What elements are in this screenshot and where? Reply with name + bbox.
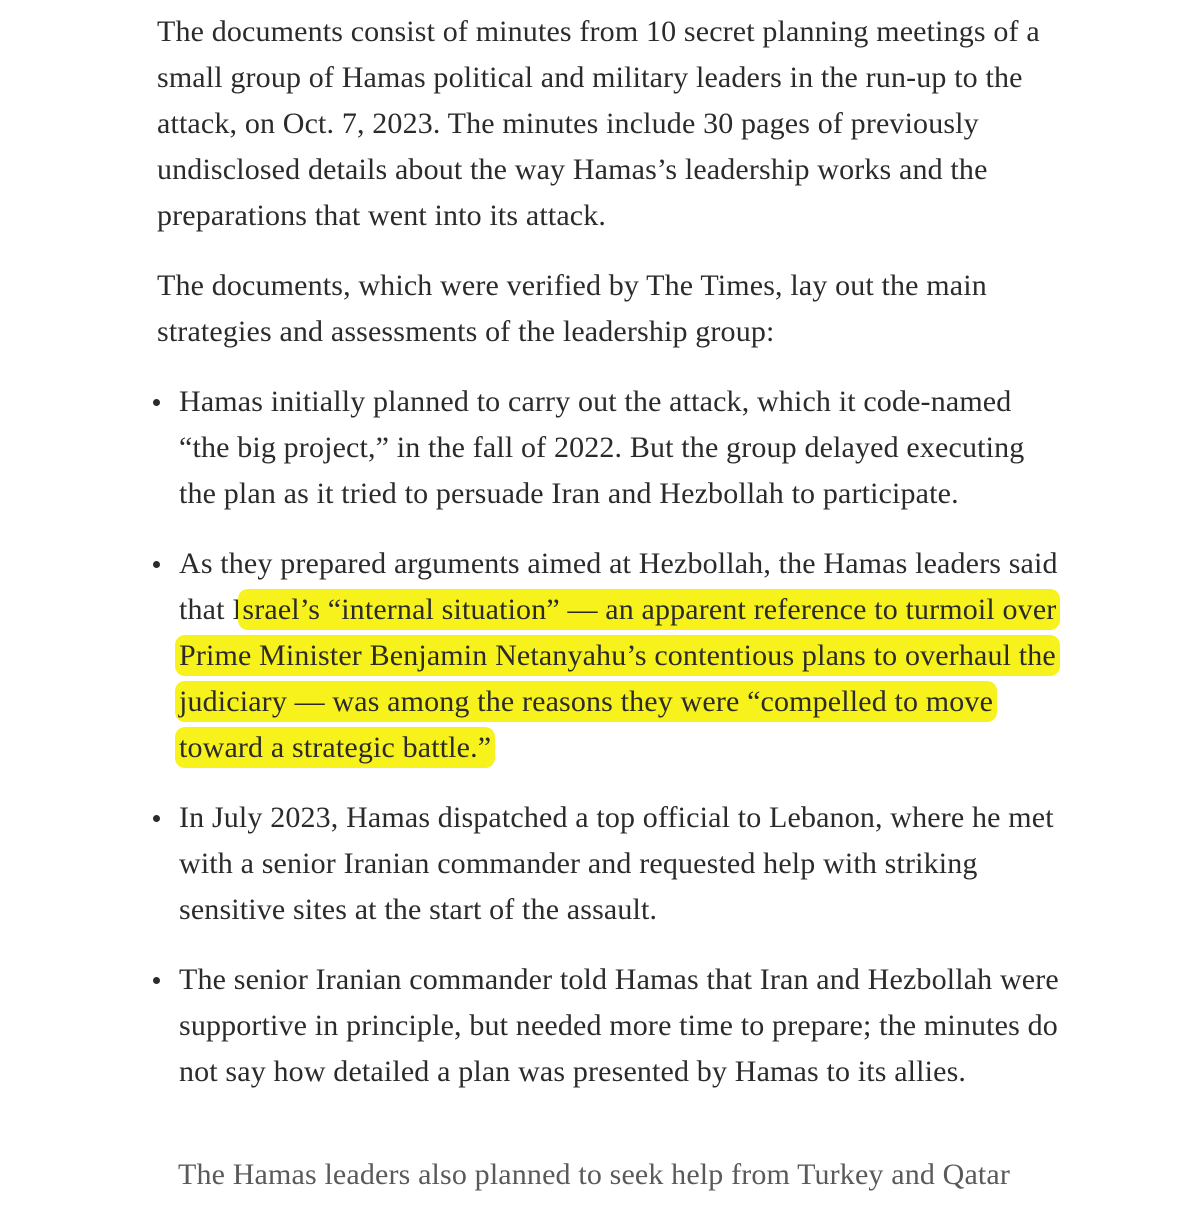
bullet-text: The senior Iranian commander told Hamas that Iran and Hezbollah were supportive in principle, but needed more time to prepare; the minutes do not say how detailed a plan was presented by Hamas to its allies. (179, 963, 1059, 1088)
list-item (157, 795, 1067, 933)
bullet-dot-icon (153, 399, 160, 406)
bullet-dot-icon (153, 815, 160, 822)
cut-off-text-line (178, 1158, 1011, 1200)
cut-off-text: The Hamas leaders also planned to seek help from Turkey and Qatar (178, 1158, 1011, 1191)
highlighted-passage: srael’s “internal situation” — an apparent reference to turmoil over Prime Minister Benjamin Netanyahu’s contentious plans to overhaul the judiciary — was among the reasons they were “compelled to move toward a strategic battle.” (179, 593, 1057, 764)
bullet-text: Hamas initially planned to carry out the attack, which it code-named “the big project,” in the fall of 2022. But the group delayed executing the plan as it tried to persuade Iran and Hezbollah to participate. (179, 385, 1025, 510)
bullet-text-before-highlight: As they prepared arguments aimed at Hezbollah, the Hamas leaders said that I (179, 547, 1058, 626)
list-item (157, 379, 1067, 517)
article-body (157, 9, 1067, 1119)
bullet-dot-icon (153, 561, 160, 568)
list-item-highlighted (157, 541, 1067, 771)
bullet-dot-icon (153, 977, 160, 984)
paragraph-documents-verified: The documents, which were verified by The Times, lay out the main strategies and assessments of the leadership group: (157, 269, 987, 348)
list-item (157, 957, 1067, 1095)
paragraph-documents-overview: The documents consist of minutes from 10 secret planning meetings of a small group of Hamas political and military leaders in the run-up to the attack, on Oct. 7, 2023. The minutes include 30 pages of previously undisclosed details about the way Hamas’s leadership works and the preparations that went into its attack. (157, 15, 1040, 232)
bullet-text: In July 2023, Hamas dispatched a top official to Lebanon, where he met with a senior Iranian commander and requested help with striking sensitive sites at the start of the assault. (179, 801, 1054, 926)
bullet-list (157, 379, 1067, 1095)
